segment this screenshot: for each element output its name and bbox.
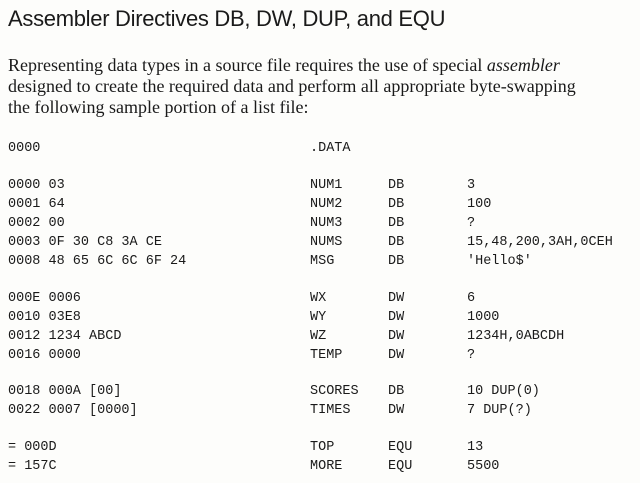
listing-label: MSG — [310, 254, 335, 269]
listing-directive: EQU — [388, 440, 413, 455]
list-row — [0, 216, 640, 236]
listing-address: 0000 — [8, 141, 41, 156]
listing-directive: DB — [388, 216, 405, 231]
list-row — [0, 348, 640, 368]
listing-value: 1234H,0ABCDH — [467, 329, 565, 344]
listing-directive: DB — [388, 197, 405, 212]
listing-value: 6 — [467, 291, 476, 306]
listing-address: 0016 0000 — [8, 348, 81, 363]
listing-value: 3 — [467, 178, 476, 193]
listing-value: 5500 — [467, 459, 500, 474]
list-row — [0, 384, 640, 404]
listing-directive: EQU — [388, 459, 413, 474]
list-row — [0, 291, 640, 311]
list-row — [0, 254, 640, 274]
listing-label: NUMS — [310, 235, 343, 250]
listing-address: 0002 00 — [8, 216, 65, 231]
list-row — [0, 403, 640, 423]
paragraph-line-2: designed to create the required data and perform all appropriate byte-swapping — [8, 76, 576, 96]
listing-directive: DW — [388, 403, 405, 418]
listing-label: NUM1 — [310, 178, 343, 193]
listing-directive: DW — [388, 329, 405, 344]
listing-address: 0003 0F 30 C8 3A CE — [8, 235, 162, 250]
listing-value: 'Hello$' — [467, 254, 532, 269]
list-row — [0, 329, 640, 349]
listing-label: TEMP — [310, 348, 343, 363]
section-heading: Assembler Directives DB, DW, DUP, and EQU — [8, 6, 446, 31]
listing-label: SCORES — [310, 384, 359, 399]
listing-address: 000E 0006 — [8, 291, 81, 306]
list-row — [0, 178, 640, 198]
listing-directive: DB — [388, 384, 405, 399]
listing-directive: DB — [388, 254, 405, 269]
paragraph-line-1-text: Representing data types in a source file requires the use of special — [8, 55, 487, 75]
paragraph-line-1-italic: assembler — [486, 55, 560, 75]
listing-value: 13 — [467, 440, 484, 455]
list-row — [0, 459, 640, 479]
listing-label: .DATA — [310, 141, 351, 156]
listing-address: 0008 48 65 6C 6C 6F 24 — [8, 254, 187, 269]
listing-label: NUM2 — [310, 197, 343, 212]
listing-label: WZ — [310, 329, 327, 344]
listing-directive: DW — [388, 291, 405, 306]
listing-address: = 000D — [8, 440, 57, 455]
listing-address: 0012 1234 ABCD — [8, 329, 122, 344]
listing-address: = 157C — [8, 459, 57, 474]
listing-address: 0018 000A [00] — [8, 384, 122, 399]
listing-address: 0000 03 — [8, 178, 65, 193]
listing-directive: DB — [388, 178, 405, 193]
list-row — [0, 310, 640, 330]
listing-label: NUM3 — [310, 216, 343, 231]
listing-directive: DW — [388, 348, 405, 363]
listing-label: MORE — [310, 459, 343, 474]
listing-address: 0022 0007 [0000] — [8, 403, 138, 418]
listing-label: TIMES — [310, 403, 351, 418]
list-row — [0, 141, 640, 161]
listing-value: 7 DUP(?) — [467, 403, 532, 418]
listing-value: 10 DUP(0) — [467, 384, 540, 399]
listing-address: 0001 64 — [8, 197, 65, 212]
list-row — [0, 197, 640, 217]
listing-value: 15,48,200,3AH,0CEH — [467, 235, 613, 250]
listing-address: 0010 03E8 — [8, 310, 81, 325]
listing-value: 100 — [467, 197, 492, 212]
listing-value: 1000 — [467, 310, 500, 325]
listing-label: TOP — [310, 440, 335, 455]
list-row — [0, 440, 640, 460]
listing-label: WY — [310, 310, 327, 325]
list-row — [0, 235, 640, 255]
listing-label: WX — [310, 291, 327, 306]
listing-directive: DB — [388, 235, 405, 250]
paragraph-line-3: the following sample portion of a list file: — [8, 97, 309, 117]
listing-directive: DW — [388, 310, 405, 325]
listing-value: ? — [467, 216, 476, 231]
listing-value: ? — [467, 348, 476, 363]
